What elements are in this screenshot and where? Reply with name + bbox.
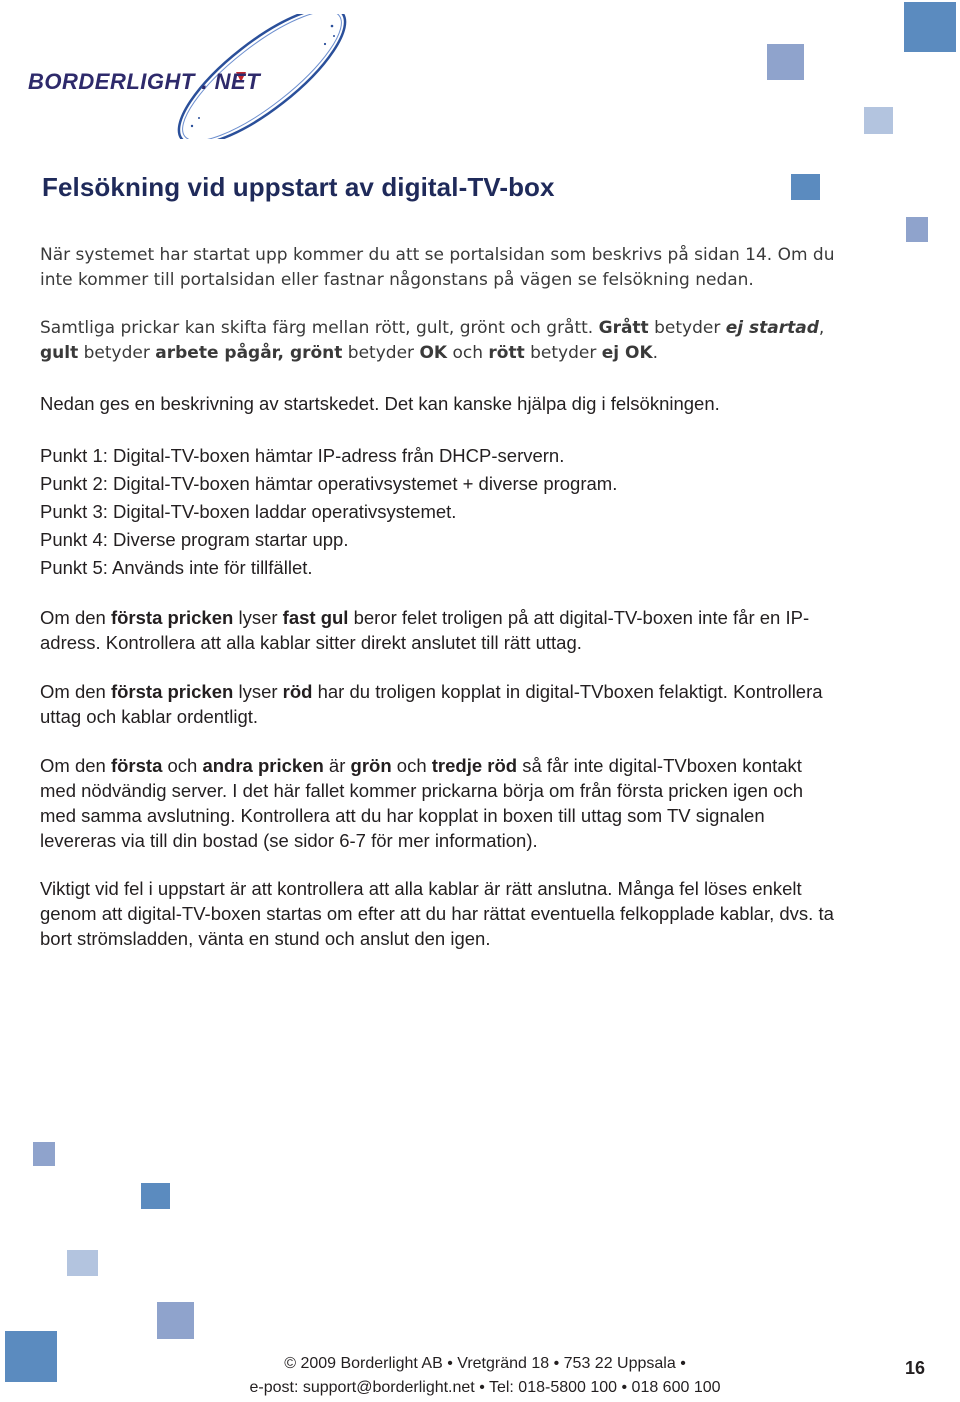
text-run: och — [447, 343, 489, 363]
text-run: och — [162, 755, 203, 776]
case-yellow-paragraph — [40, 605, 840, 655]
text-run: ej OK — [601, 343, 653, 363]
decor-square — [864, 107, 893, 134]
list-item: Punkt 3: Digital-TV-boxen laddar operativsystemet. — [40, 501, 457, 522]
footer-contact: e-post: support@borderlight.net • Tel: 018-5800 100 • 018 600 100 — [249, 1379, 721, 1396]
list-item: Punkt 4: Diverse program startar upp. — [40, 529, 349, 550]
text-run: beror felet troligen på att digital-TV-boxen inte får en IP-adress. Kontrollera att alla kablar sitter direkt anslutet till rätt uttag. — [40, 607, 810, 653]
text-run: lyser — [233, 607, 283, 628]
page-title: Felsökning vid uppstart av digital-TV-box — [42, 172, 555, 202]
decor-square — [767, 44, 804, 80]
text-run: rött — [488, 343, 525, 363]
decor-square — [904, 2, 956, 52]
decor-square — [906, 217, 928, 242]
page-number: 16 — [905, 1358, 926, 1378]
text-run: lyser — [233, 681, 283, 702]
text-run: betyder — [342, 343, 420, 363]
decor-square — [67, 1250, 98, 1276]
list-item: Punkt 5: Används inte för tillfället. — [40, 557, 313, 578]
decor-square — [141, 1183, 170, 1209]
text-run: Om den — [40, 755, 111, 776]
steps-list — [40, 443, 840, 583]
text-run: andra pricken — [202, 755, 324, 776]
footer — [230, 1352, 740, 1400]
text-run: gult — [40, 343, 79, 363]
decor-square — [791, 174, 820, 200]
footer-address: © 2009 Borderlight AB • Vretgränd 18 • 753 22 Uppsala • — [284, 1355, 686, 1372]
logo-text: BORDERLIGHT . NET — [28, 69, 261, 94]
decor-square — [157, 1302, 194, 1339]
text-run: . — [652, 343, 659, 363]
important-paragraph: Viktigt vid fel i uppstart är att kontrollera att alla kablar är rätt anslutna. Många fel löses enkelt genom att digital-TV-boxen startas om efter att du har rättat eventuella felkopplade kablar, dvs. ta bort strömsladden, vänta en stund och anslut den igen. — [40, 878, 834, 949]
text-run: Samtliga prickar kan skifta färg mellan rött, gult, grönt och grått. — [40, 318, 599, 338]
text-run: tredje röd — [431, 755, 518, 776]
text-run: och — [391, 755, 432, 776]
text-run: betyder — [524, 343, 602, 363]
text-run: Grått — [598, 318, 649, 338]
text-run: arbete pågår, grönt — [155, 343, 343, 363]
case-green-paragraph — [40, 753, 840, 853]
text-run: ej startad — [725, 318, 819, 338]
text-run: Om den — [40, 681, 111, 702]
text-run: röd — [282, 681, 313, 702]
text-run: Om den — [40, 607, 111, 628]
text-run: , — [818, 318, 825, 338]
text-run: fast gul — [282, 607, 349, 628]
borderlight-logo — [22, 14, 352, 139]
text-run: betyder — [648, 318, 726, 338]
text-run: första pricken — [110, 607, 234, 628]
intro-paragraph: När systemet har startat upp kommer du att se portalsidan som beskrivs på sidan 14. Om du inte kommer till portalsidan eller fastnar någonstans på vägen se felsökning nedan. — [40, 245, 835, 290]
text-run: betyder — [78, 343, 156, 363]
case-red-paragraph — [40, 679, 840, 729]
list-item: Punkt 2: Digital-TV-boxen hämtar operativsystemet + diverse program. — [40, 473, 618, 494]
decor-square — [33, 1142, 55, 1166]
description-paragraph: Nedan ges en beskrivning av startskedet. Det kan kanske hjälpa dig i felsökningen. — [40, 393, 720, 414]
text-run: så får inte digital-TVboxen kontakt med nödvändig server. I det här fallet kommer prickarna börja om från första pricken igen och med samma avslutning. Kontrollera att du har kopplat in boxen till uttag som TV signalen levereras via till din bostad (se sidor 6-7 för mer information). — [40, 755, 803, 851]
list-item: Punkt 1: Digital-TV-boxen hämtar IP-adress från DHCP-servern. — [40, 445, 565, 466]
text-run: OK — [419, 343, 448, 363]
text-run: grön — [350, 755, 392, 776]
decor-square — [5, 1331, 57, 1382]
color-meaning-paragraph — [40, 316, 840, 366]
text-run: första — [110, 755, 163, 776]
text-run: är — [323, 755, 351, 776]
text-run: första pricken — [110, 681, 234, 702]
text-run: har du troligen kopplat in digital-TVboxen felaktigt. Kontrollera uttag och kablar ordentligt. — [40, 681, 823, 727]
